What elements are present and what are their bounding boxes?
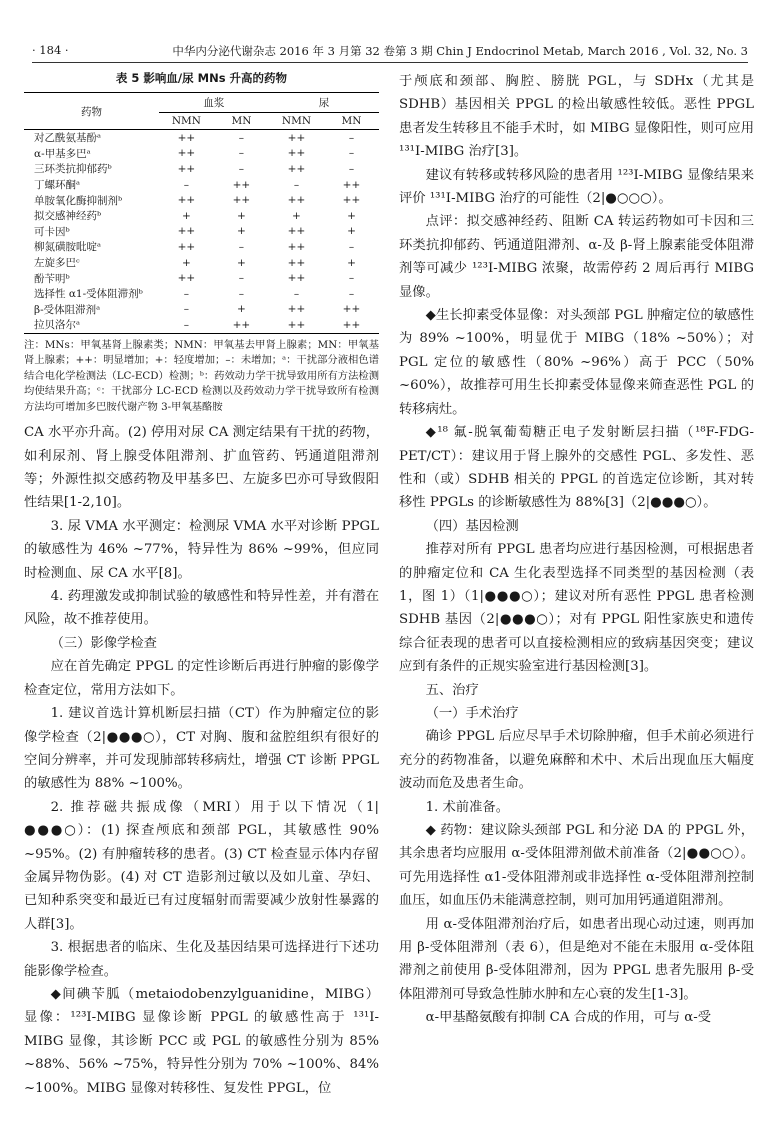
effect-cell: + xyxy=(347,256,356,269)
effect-cell: + xyxy=(182,209,191,222)
left-column xyxy=(24,70,379,1100)
effect-cell: – xyxy=(238,131,245,144)
table-row xyxy=(24,146,379,162)
effect-cell: – xyxy=(183,287,190,300)
table-caption: 表 5 影响血/尿 MNs 升高的药物 xyxy=(115,71,288,85)
body-paragraph: 3. 根据患者的临床、生化及基因结果可选择进行下述功能影像学检查。 xyxy=(24,940,379,979)
journal-citation: 中华内分泌代谢杂志 2016 年 3 月第 32 卷第 3 期 Chin J Endocrinol Metab, March 2016 , Vol. 32, No. 3 xyxy=(172,44,748,58)
effect-cell: ++ xyxy=(287,303,306,316)
effect-cell: + xyxy=(292,209,301,222)
body-paragraph: 1. 术前准备。 xyxy=(425,799,509,815)
effect-cell: ++ xyxy=(269,317,324,333)
effect-cell: – xyxy=(348,287,355,300)
effect-cell: – xyxy=(238,162,245,175)
drug-name-cell: 可卡因ᵇ xyxy=(34,225,70,238)
effect-cell: + xyxy=(237,225,246,238)
table-row xyxy=(24,192,379,208)
drug-name-cell: 左旋多巴ᶜ xyxy=(34,257,80,270)
effect-cell: – xyxy=(348,147,355,160)
drug-name-cell: α-甲基多巴ᵃ xyxy=(34,147,91,160)
table-row xyxy=(24,208,379,224)
effect-cell: ++ xyxy=(287,147,306,160)
body-paragraph: 1. 建议首选计算机断层扫描（CT）作为肿瘤定位的影像学检查（2|●●●○），CT 对胸、腹和盆腔组织有很好的空间分辨率，并可发现肺部转移病灶，增强 CT 诊断 PPGL 的敏感性为 88% ~100%。 xyxy=(24,706,379,792)
effect-cell: ++ xyxy=(342,178,361,191)
table-5 xyxy=(24,70,379,415)
body-paragraph: 2. 推荐磁共振成像（MRI）用于以下情况（1|●●●○）：(1) 探查颅底和颈部 PGL，其敏感性 90% ~95%。(2) 有肿瘤转移的患者。(3) CT 检查显示体内存留金属异物伪影。(4) 对 CT 造影剂过敏以及如儿童、孕妇、已知种系突变和最近已有过度辐射而需要减少放射性暴露的人群[3]。 xyxy=(24,799,379,932)
table-row xyxy=(24,286,379,302)
effect-cell: – xyxy=(293,287,300,300)
effect-cell: ++ xyxy=(287,131,306,144)
table-row xyxy=(24,177,379,193)
effect-cell: – xyxy=(183,303,190,316)
drug-name-cell: 拟交感神经药ᵇ xyxy=(34,210,102,223)
table-row xyxy=(24,130,379,146)
body-paragraph: 建议有转移或转移风险的患者用 ¹²³I-MIBG 显像结果来评价 ¹³¹I-MIBG 治疗的可能性（2|●○○○）。 xyxy=(399,167,754,207)
table-header-plasma: 血浆 xyxy=(159,93,269,113)
body-paragraph: 确诊 PPGL 后应尽早手术切除肿瘤，但手术前必须进行充分的药物准备，以避免麻醉和术中、术后出现血压大幅度波动而危及患者生命。 xyxy=(399,729,754,792)
effect-cell: ++ xyxy=(214,317,269,333)
running-header xyxy=(32,40,748,63)
table-row xyxy=(24,302,379,318)
effect-cell: – xyxy=(238,287,245,300)
body-paragraph: （四）基因检测 xyxy=(425,518,519,534)
body-paragraph: 用 α-受体阻滞剂治疗后，如患者出现心动过速，则再加用 β-受体阻滞剂（表 6），但是绝对不能在未服用 α-受体阻滞剂之前使用 β-受体阻滞剂，因为 PPGL 患者先服用 β-受体阻滞剂可导致急性肺水肿和左心衰的发生[1-3]。 xyxy=(399,916,754,1002)
body-paragraph: 推荐对所有 PPGL 患者均应进行基因检测，可根据患者的肿瘤定位和 CA 生化表型选择不同类型的基因检测（表 1，图 1）（1|●●●○）；建议对所有恶性 PPGL 患者检测 SDHB 基因（2|●●●○）；对有 PPGL 阳性家族史和遗传综合征表现的患者可以直接检测相应的致病基因突变；建议应到有条件的正规实验室进行基因检测[3]。 xyxy=(399,542,754,675)
table-subheader: NMN xyxy=(269,113,324,130)
effect-cell: + xyxy=(347,225,356,238)
drug-name-cell: 酚苄明ᵇ xyxy=(34,272,70,285)
drug-name-cell: 对乙酰氨基酚ᵃ xyxy=(34,132,102,145)
body-paragraph: 3. 尿 VMA 水平测定：检测尿 VMA 水平对诊断 PPGL 的敏感性为 46% ~77%，特异性为 86% ~99%，但应同时检测血、尿 CA 水平[8]。 xyxy=(24,518,379,581)
table-header-urine: 尿 xyxy=(269,93,379,113)
effect-cell: ++ xyxy=(287,256,306,269)
right-column xyxy=(399,70,754,1030)
table-row xyxy=(24,161,379,177)
effect-cell: – xyxy=(348,240,355,253)
drug-name-cell: 单胺氧化酶抑制剂ᵇ xyxy=(34,194,123,207)
table-row xyxy=(24,239,379,255)
effect-cell: ++ xyxy=(232,178,251,191)
table-header-drug: 药物 xyxy=(24,93,159,130)
effect-cell: – xyxy=(183,178,190,191)
effect-cell: + xyxy=(237,256,246,269)
table-row xyxy=(24,255,379,271)
effect-cell: ++ xyxy=(287,162,306,175)
effect-cell: ++ xyxy=(177,194,196,207)
body-paragraph: （三）影像学检查 xyxy=(50,635,157,651)
drug-table xyxy=(24,92,379,334)
drug-name-cell: 柳氮磺胺吡啶ᵃ xyxy=(34,241,102,254)
body-paragraph: CA 水平亦升高。(2) 停用对尿 CA 测定结果有干扰的药物，如利尿剂、肾上腺受体阻滞剂、扩血管药、钙通道阻滞剂等；外源性拟交感药物及甲基多巴、左旋多巴亦可导致假阳性结果[1-2,10]。 xyxy=(24,425,379,511)
table-row xyxy=(24,317,379,333)
drug-name-cell: 选择性 α1-受体阻滞剂ᵇ xyxy=(34,288,143,301)
body-paragraph: ◆间碘苄胍（metaiodobenzylguanidine，MIBG）显像：¹²³I-MIBG 显像诊断 PPGL 的敏感性高于 ¹³¹I-MIBG 显像，其诊断 PCC 或 PGL 的敏感性分别为 85% ~88%、56% ~75%，特异性分别为 70% ~100%、84% ~100%。MIBG 显像对转移性、复发性 PPGL，位 xyxy=(24,986,379,1096)
table-subheader: MN xyxy=(324,113,379,130)
table-subheader: MN xyxy=(214,113,269,130)
table-subheader: NMN xyxy=(159,113,214,130)
effect-cell: ++ xyxy=(287,272,306,285)
table-row xyxy=(24,224,379,240)
body-paragraph: 应在首先确定 PPGL 的定性诊断后再进行肿瘤的影像学检查定位，常用方法如下。 xyxy=(24,659,379,698)
effect-cell: + xyxy=(347,209,356,222)
drug-name-cell: 拉贝洛尔ᵃ xyxy=(24,317,159,333)
effect-cell: – xyxy=(293,178,300,191)
body-paragraph: 于颅底和颈部、胸腔、膀胱 PGL，与 SDHx（尤其是 SDHB）基因相关 PPGL 的检出敏感性较低。恶性 PPGL 患者发生转移且不能手术时，如 MIBG 显像阳性，则可应用 ¹³¹I-MIBG 治疗[3]。 xyxy=(399,74,754,160)
effect-cell: + xyxy=(237,209,246,222)
body-paragraph: 点评：拟交感神经药、阻断 CA 转运药物如可卡因和三环类抗抑郁药、钙通道阻滞剂、α-及 β-肾上腺素能受体阻滞剂等可减少 ¹²³I-MIBG 浓聚，故需停药 2 周后再行 MIBG 显像。 xyxy=(399,214,754,300)
body-paragraph: ◆ 药物：建议除头颈部 PGL 和分泌 DA 的 PPGL 外，其余患者均应服用 α-受体阻滞剂做术前准备（2|●●○○）。可先用选择性 α1-受体阻滞剂或非选择性 α-受体阻滞剂控制血压，如血压仍未能满意控制，则可加用钙通道阻滞剂。 xyxy=(399,823,754,909)
effect-cell: ++ xyxy=(177,147,196,160)
body-paragraph: （一）手术治疗 xyxy=(425,705,519,721)
effect-cell: ++ xyxy=(177,272,196,285)
effect-cell: – xyxy=(348,162,355,175)
right-body-text xyxy=(399,70,754,1030)
table-note: 注：MNs：甲氧基肾上腺素类；NMN：甲氧基去甲肾上腺素；MN：甲氧基肾上腺素；++：明显增加；+：轻度增加；–：未增加；ᵃ：干扰部分液相色谱结合电化学检测法（LC-ECD）检测；ᵇ：药效动力学干扰导致用所有方法检测均使结果升高；ᶜ：干扰部分 LC-ECD 检测以及药效动力学干扰导致所有检测方法均可增加多巴胺代谢产物 3-甲氧基酪胺 xyxy=(24,338,379,413)
effect-cell: ++ xyxy=(287,194,306,207)
page-number: · 184 · xyxy=(32,43,69,57)
effect-cell: – xyxy=(159,317,214,333)
effect-cell: ++ xyxy=(177,240,196,253)
effect-cell: + xyxy=(182,256,191,269)
effect-cell: ++ xyxy=(287,225,306,238)
effect-cell: ++ xyxy=(177,162,196,175)
table-row xyxy=(24,270,379,286)
drug-name-cell: 丁螺环酮ᵃ xyxy=(34,179,81,192)
effect-cell: – xyxy=(238,272,245,285)
effect-cell: + xyxy=(237,303,246,316)
effect-cell: – xyxy=(238,147,245,160)
body-paragraph: ◆生长抑素受体显像：对头颈部 PGL 肿瘤定位的敏感性为 89% ~100%，明显优于 MIBG（18% ~50%）；对 PGL 定位的敏感性（80% ~96%）高于 PCC（50% ~60%），故推荐可用生长抑素受体显像来筛查恶性 PGL 的转移病灶。 xyxy=(399,308,754,417)
effect-cell: ++ xyxy=(232,194,251,207)
body-paragraph: 4. 药理激发或抑制试验的敏感性和特异性差，并有潜在风险，故不推荐使用。 xyxy=(24,589,379,628)
effect-cell: ++ xyxy=(177,131,196,144)
drug-name-cell: β-受体阻滞剂ᵃ xyxy=(34,303,101,316)
effect-cell: – xyxy=(348,272,355,285)
effect-cell: ++ xyxy=(287,240,306,253)
effect-cell: ++ xyxy=(177,225,196,238)
effect-cell: ++ xyxy=(342,303,361,316)
body-paragraph: 五、治疗 xyxy=(425,682,479,698)
left-body-text xyxy=(24,421,379,1100)
body-paragraph: ◆¹⁸ 氟-脱氧葡萄糖正电子发射断层扫描（¹⁸F-FDG-PET/CT）：建议用于肾上腺外的交感性 PGL、多发性、恶性和（或）SDHB 相关的 PPGL 的首选定位诊断，其对转移性 PPGLs 的诊断敏感性为 88%[3]（2|●●●○）。 xyxy=(399,425,754,511)
effect-cell: – xyxy=(348,131,355,144)
effect-cell: – xyxy=(238,240,245,253)
effect-cell: ++ xyxy=(324,317,379,333)
effect-cell: ++ xyxy=(342,194,361,207)
body-paragraph: α-甲基酪氨酸有抑制 CA 合成的作用，可与 α-受 xyxy=(425,1010,712,1026)
drug-name-cell: 三环类抗抑郁药ᵇ xyxy=(34,163,112,176)
